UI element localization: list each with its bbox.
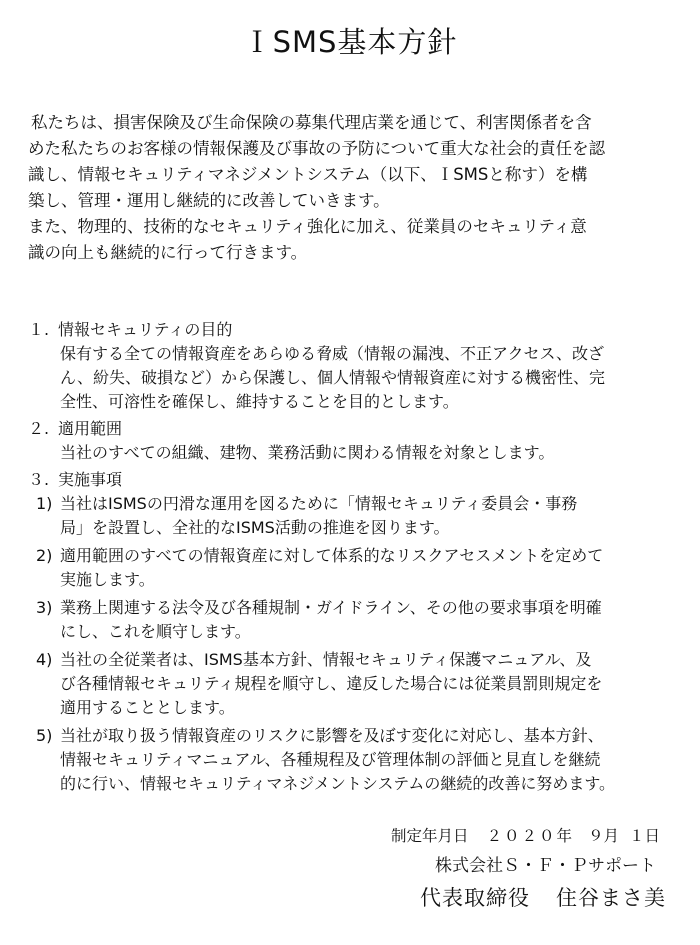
item-line: 情報セキュリティマニュアル、各種規程及び管理体制の評価と見直しを継続 xyxy=(60,750,601,769)
section-title: 実施事項 xyxy=(58,470,123,489)
item-text xyxy=(60,596,602,644)
intro-paragraph-2 xyxy=(28,214,688,266)
item-line: 当社はISMSの円滑な運用を図るために「情報セキュリティ委員会・事務 xyxy=(60,494,578,513)
intro-p1-line: 築し、管理・運用し継続的に改善していきます。 xyxy=(28,191,390,210)
date-year: ２０２０年 xyxy=(486,827,574,845)
section-number: ２. xyxy=(28,419,50,438)
item-line: 業務上関連する法令及び各種規制・ガイドライン、その他の要求事項を明確 xyxy=(60,598,602,617)
item-line: 的に行い、情報セキュリティマネジメントシステムの継続的改善に努めます。 xyxy=(60,774,616,793)
section-title: 適用範囲 xyxy=(58,419,123,438)
item-line: 実施します。 xyxy=(60,570,155,589)
section-number: １. xyxy=(28,320,50,339)
section-heading xyxy=(28,318,692,342)
item-line: 適用することとします。 xyxy=(60,698,235,717)
section-heading xyxy=(28,417,692,441)
section-line: 全性、可溶性を確保し、維持することを目的とします。 xyxy=(60,392,459,411)
item-text xyxy=(60,544,603,592)
item-line: にし、これを順守します。 xyxy=(60,622,251,641)
section-number: ３. xyxy=(28,470,50,489)
item-line: び各種情報セキュリティ規程を順守し、違反した場合には従業員罰則規定を xyxy=(60,674,603,693)
item-line: 当社が取り扱う情報資産のリスクに影響を及ぼす変化に対応し、基本方針、 xyxy=(60,726,604,745)
implementation-item xyxy=(36,648,692,720)
date-day: １日 xyxy=(628,827,660,845)
item-number: 1) xyxy=(36,494,53,513)
item-line: 局」を設置し、全社的なISMS活動の推進を図ります。 xyxy=(60,518,450,537)
intro-p2-line: 識の向上も継続的に行って行きます。 xyxy=(28,243,308,262)
item-line: 当社の全従業者は、ISMS基本方針、情報セキュリティ保護マニュアル、及 xyxy=(60,650,592,669)
item-number: 4) xyxy=(36,650,53,669)
item-number: 3) xyxy=(36,598,53,617)
section-line: 当社のすべての組織、建物、業務活動に関わる情報を対象とします。 xyxy=(60,443,555,462)
representative xyxy=(420,882,666,912)
intro-p1-line: めた私たちのお客様の情報保護及び事故の予防について重大な社会的責任を認 xyxy=(28,139,606,158)
established-date xyxy=(391,824,660,846)
implementation-item xyxy=(36,492,692,540)
section-title: 情報セキュリティの目的 xyxy=(58,320,233,339)
implementation-item xyxy=(36,724,692,796)
representative-role: 代表取締役 xyxy=(420,886,530,910)
document-title: ＩSMS基本方針 xyxy=(242,25,458,59)
section-body xyxy=(28,342,692,414)
item-number: 5) xyxy=(36,726,53,745)
date-label: 制定年月日 xyxy=(390,827,469,845)
item-number: 2) xyxy=(36,546,53,565)
implementation-item xyxy=(36,544,692,592)
item-text xyxy=(60,648,602,720)
section-line: 保有する全ての情報資産をあらゆる脅威（情報の漏洩、不正アクセス、改ざ xyxy=(60,344,605,363)
item-line: 適用範囲のすべての情報資産に対して体系的なリスクアセスメントを定めて xyxy=(60,546,604,565)
intro-p2-line: また、物理的、技術的なセキュリティ強化に加え、従業員のセキュリティ意 xyxy=(28,217,587,236)
item-text xyxy=(60,724,615,796)
intro-paragraph-1 xyxy=(28,110,688,214)
company-name: 株式会社Ｓ・Ｆ・Ｐサポート xyxy=(435,856,656,876)
implementation-item xyxy=(36,596,692,644)
intro-p1-line: 識し、情報セキュリティマネジメントシステム（以下、ＩSMSと称す）を構 xyxy=(28,165,588,184)
section-body xyxy=(28,441,692,465)
item-text xyxy=(60,492,577,540)
section-line: ん、紛失、破損など）から保護し、個人情報や情報資産に対する機密性、完 xyxy=(60,368,605,387)
date-month: ９月 xyxy=(587,827,619,845)
intro-p1-line: 私たちは、損害保険及び生命保険の募集代理店業を通じて、利害関係者を含 xyxy=(31,113,592,132)
section-heading xyxy=(28,468,692,492)
policy-sections xyxy=(28,318,692,796)
representative-name: 住谷まさ美 xyxy=(556,886,666,910)
